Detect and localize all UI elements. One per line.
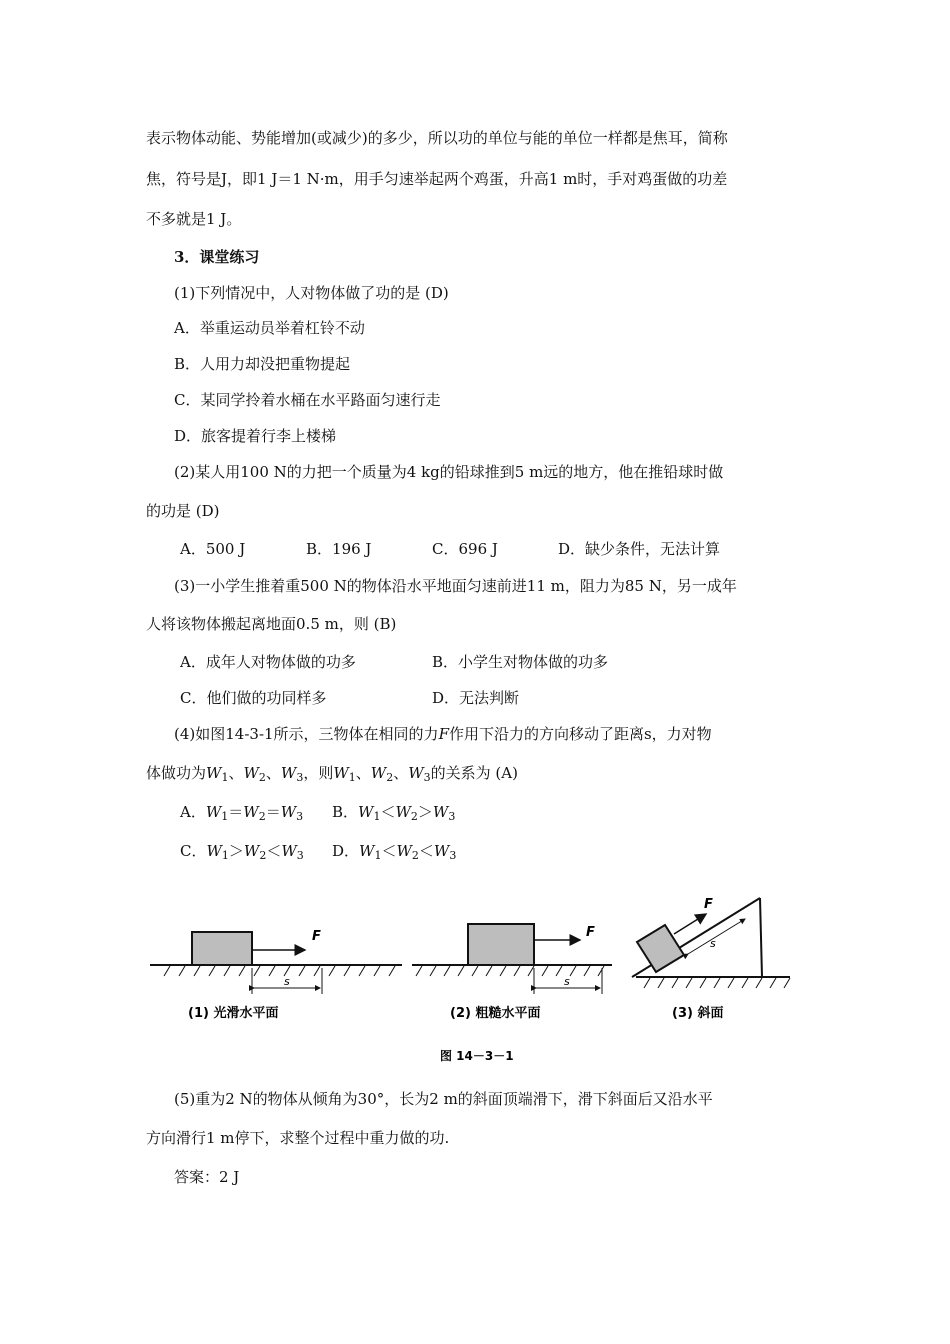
section-title: 3．课堂练习 (174, 248, 260, 266)
w-symbol: W (396, 842, 412, 860)
q2-option-d: D．缺少条件，无法计算 (558, 540, 721, 558)
q4-force-symbol: F (438, 725, 449, 743)
caption-3: (3) 斜面 (672, 1006, 724, 1021)
q4-stem-text: 体做功为 (146, 764, 207, 782)
w-symbol: W (280, 764, 297, 782)
w-symbol: W (205, 803, 222, 821)
subscript: 3 (423, 771, 431, 784)
option-letter: C． (180, 842, 207, 860)
subscript: 2 (259, 849, 267, 862)
w-symbol: W (333, 764, 349, 782)
w-symbol: W (408, 764, 424, 782)
q2-stem-line-2: 的功是 (D) (146, 502, 220, 520)
subscript: 1 (374, 849, 382, 862)
relation: ＜ (380, 803, 396, 821)
panel-incline (632, 897, 790, 1021)
distance-label-3: s (710, 937, 716, 950)
subscript: 1 (373, 810, 381, 823)
subscript: 3 (449, 849, 457, 862)
q2-stem-line-1: (2)某人用100 N的力把一个质量为4 kg的铅球推到5 m远的地方，他在推铅球时做 (174, 463, 724, 481)
subscript: 2 (410, 810, 418, 823)
relation: ＜ (381, 842, 397, 860)
separator: 、 (228, 764, 244, 782)
q5-answer: 答案：2 J (174, 1168, 240, 1186)
relation: ＝ (228, 803, 244, 821)
force-arrow-3 (674, 914, 706, 934)
w-symbol: W (243, 764, 259, 782)
w-symbol: W (359, 842, 375, 860)
force-label-3: F (704, 897, 713, 912)
figure-14-3-1 (140, 890, 820, 1070)
distance-label-1: s (284, 975, 290, 988)
panel-rough-surface (412, 924, 612, 1021)
relation: ＜ (418, 842, 434, 860)
figure-title: 图 14－3－1 (440, 1049, 514, 1063)
subscript: 2 (411, 849, 419, 862)
q4-option-c (180, 840, 304, 867)
subscript: 3 (296, 771, 304, 784)
w-symbol: W (358, 803, 374, 821)
q2-option-a: A．500 J (180, 540, 246, 558)
q4-stem-text: ，则 (303, 764, 334, 782)
subscript: 1 (348, 771, 356, 784)
q4-stem-line-1 (174, 723, 712, 745)
separator: 、 (393, 764, 409, 782)
q5-stem-line-1: (5)重为2 N的物体从倾角为30°，长为2 m的斜面顶端滑下，滑下斜面后又沿水平 (174, 1090, 713, 1108)
q4-option-d (332, 840, 456, 867)
q2-option-b: B．196 J (306, 540, 372, 558)
q4-stem-line-2 (146, 762, 518, 789)
caption-1: (1) 光滑水平面 (188, 1006, 279, 1021)
q1-stem: (1)下列情况中，人对物体做了功的是 (D) (174, 284, 449, 302)
subscript: 1 (221, 771, 229, 784)
q5-stem-line-2: 方向滑行1 m停下，求整个过程中重力做的功. (146, 1129, 450, 1147)
q3-option-c: C．他们做的功同样多 (180, 689, 327, 707)
relation: ＞ (417, 803, 433, 821)
q2-option-c: C．696 J (432, 540, 498, 558)
q3-option-b: B．小学生对物体做的功多 (432, 653, 609, 671)
q4-stem-text: 的关系为 (A) (430, 764, 518, 782)
incline-side (760, 898, 762, 977)
option-letter: B． (332, 803, 359, 821)
q4-stem-text: (4)如图14-3-1所示，三物体在相同的力 (174, 725, 439, 743)
q4-option-b (332, 801, 455, 828)
w-symbol: W (243, 803, 259, 821)
subscript: 2 (258, 810, 266, 823)
w-symbol: W (243, 842, 260, 860)
intro-line-2: 焦，符号是J，即1 J＝1 N·m，用手匀速举起两个鸡蛋，升高1 m时，手对鸡蛋做的功差 (146, 170, 728, 188)
q1-option-b: B．人用力却没把重物提起 (174, 355, 351, 373)
intro-line-3: 不多就是1 J。 (146, 210, 242, 228)
separator: 、 (265, 764, 281, 782)
q3-option-a: A．成年人对物体做的功多 (180, 653, 356, 671)
subscript: 1 (221, 849, 229, 862)
relation: ＝ (265, 803, 281, 821)
distance-label-2: s (564, 975, 570, 988)
q1-option-a: A．举重运动员举着杠铃不动 (174, 319, 365, 337)
separator: 、 (355, 764, 371, 782)
relation: ＜ (266, 842, 282, 860)
subscript: 1 (221, 810, 229, 823)
option-letter: D． (332, 842, 360, 860)
q3-stem-line-1: (3)一小学生推着重500 N的物体沿水平地面匀速前进11 m，阻力为85 N，另一成年 (174, 577, 737, 595)
force-label-2: F (586, 925, 595, 940)
w-symbol: W (395, 803, 411, 821)
relation: ＞ (228, 842, 244, 860)
w-symbol: W (433, 842, 450, 860)
subscript: 3 (448, 810, 456, 823)
block-2 (468, 924, 534, 965)
w-symbol: W (432, 803, 449, 821)
panel-smooth-surface (150, 929, 402, 1021)
w-symbol: W (280, 803, 297, 821)
w-symbol: W (370, 764, 387, 782)
force-label-1: F (312, 929, 321, 944)
subscript: 2 (386, 771, 394, 784)
w-symbol: W (206, 842, 222, 860)
subscript: 3 (296, 849, 304, 862)
q4-option-a (180, 801, 303, 828)
option-letter: A． (180, 803, 206, 821)
block-1 (192, 932, 252, 965)
w-symbol: W (281, 842, 297, 860)
q4-stem-text: 作用下沿力的方向移动了距离s，力对物 (448, 725, 712, 743)
caption-2: (2) 粗糙水平面 (450, 1006, 541, 1021)
intro-line-1: 表示物体动能、势能增加(或减少)的多少，所以功的单位与能的单位一样都是焦耳，简称 (146, 129, 728, 147)
subscript: 3 (296, 810, 304, 823)
q1-option-d: D．旅客提着行李上楼梯 (174, 427, 337, 445)
q3-stem-line-2: 人将该物体搬起离地面0.5 m，则 (B) (146, 615, 397, 633)
q1-option-c: C．某同学拎着水桶在水平路面匀速行走 (174, 391, 441, 409)
q3-option-d: D．无法判断 (432, 689, 520, 707)
subscript: 2 (258, 771, 266, 784)
w-symbol: W (206, 764, 222, 782)
